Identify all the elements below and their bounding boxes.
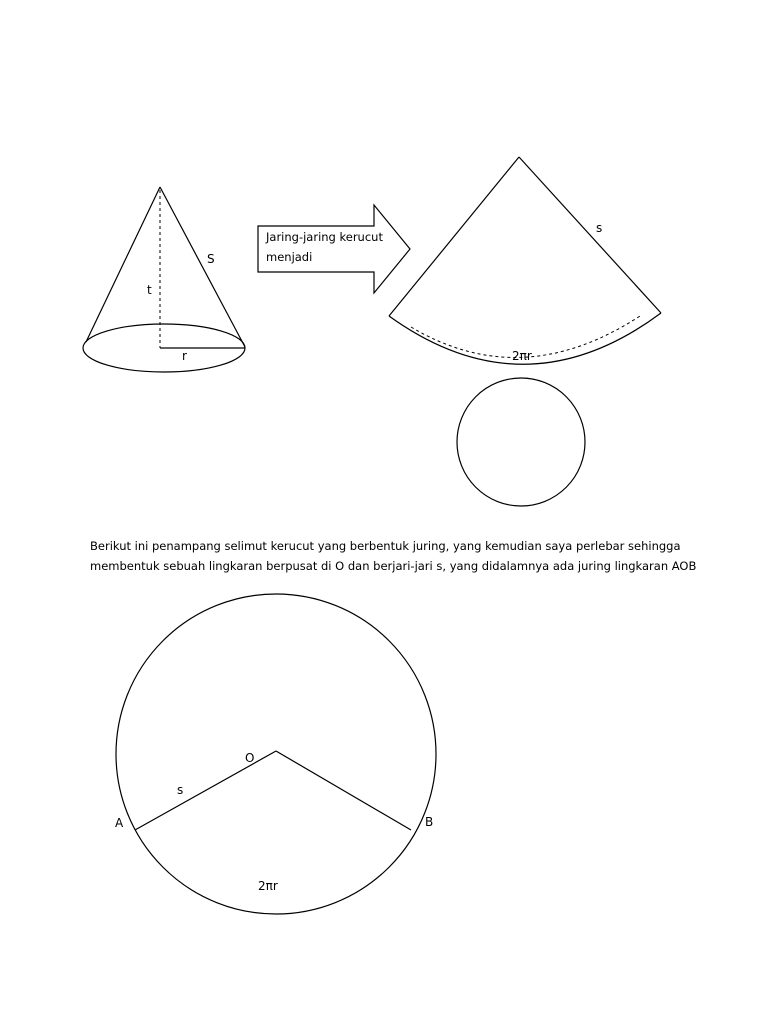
sector-left-edge (389, 157, 519, 316)
base-circle (457, 378, 585, 506)
radius-oa (135, 751, 276, 830)
arc-label: 2πr (258, 879, 278, 893)
large-circle (116, 594, 436, 914)
arrow-caption-line-2: menjadi (266, 250, 313, 264)
cone-slant-label: S (207, 252, 215, 266)
cone-figure (83, 187, 245, 372)
description-line-1: Berikut ini penampang selimut kerucut yang berbentuk juring, yang kemudian saya perlebar sehingga (90, 539, 681, 553)
cone-height-label: t (147, 283, 152, 297)
point-a-label: A (115, 816, 124, 830)
cone-left-slant (86, 187, 160, 342)
arrow-caption-line-1: Jaring-jaring kerucut (266, 230, 383, 244)
radius-ob (276, 751, 411, 830)
point-b-label: B (425, 815, 434, 829)
arrow-caption (266, 227, 406, 267)
sector-right-edge (519, 157, 661, 313)
cone-right-slant (160, 187, 245, 347)
description-paragraph (90, 536, 710, 576)
cone-radius-label: r (182, 349, 187, 363)
large-circle-figure (115, 594, 436, 914)
center-o-label: O (245, 751, 255, 765)
radius-s-label: s (177, 783, 184, 797)
description-line-2: membentuk sebuah lingkaran berpusat di O dan berjari-jari s, yang didalamnya ada juring lingkaran AOB (90, 559, 697, 573)
sector-net (389, 157, 661, 364)
sector-arc-label: 2πr (512, 349, 532, 363)
sector-slant-label: s (596, 221, 603, 235)
